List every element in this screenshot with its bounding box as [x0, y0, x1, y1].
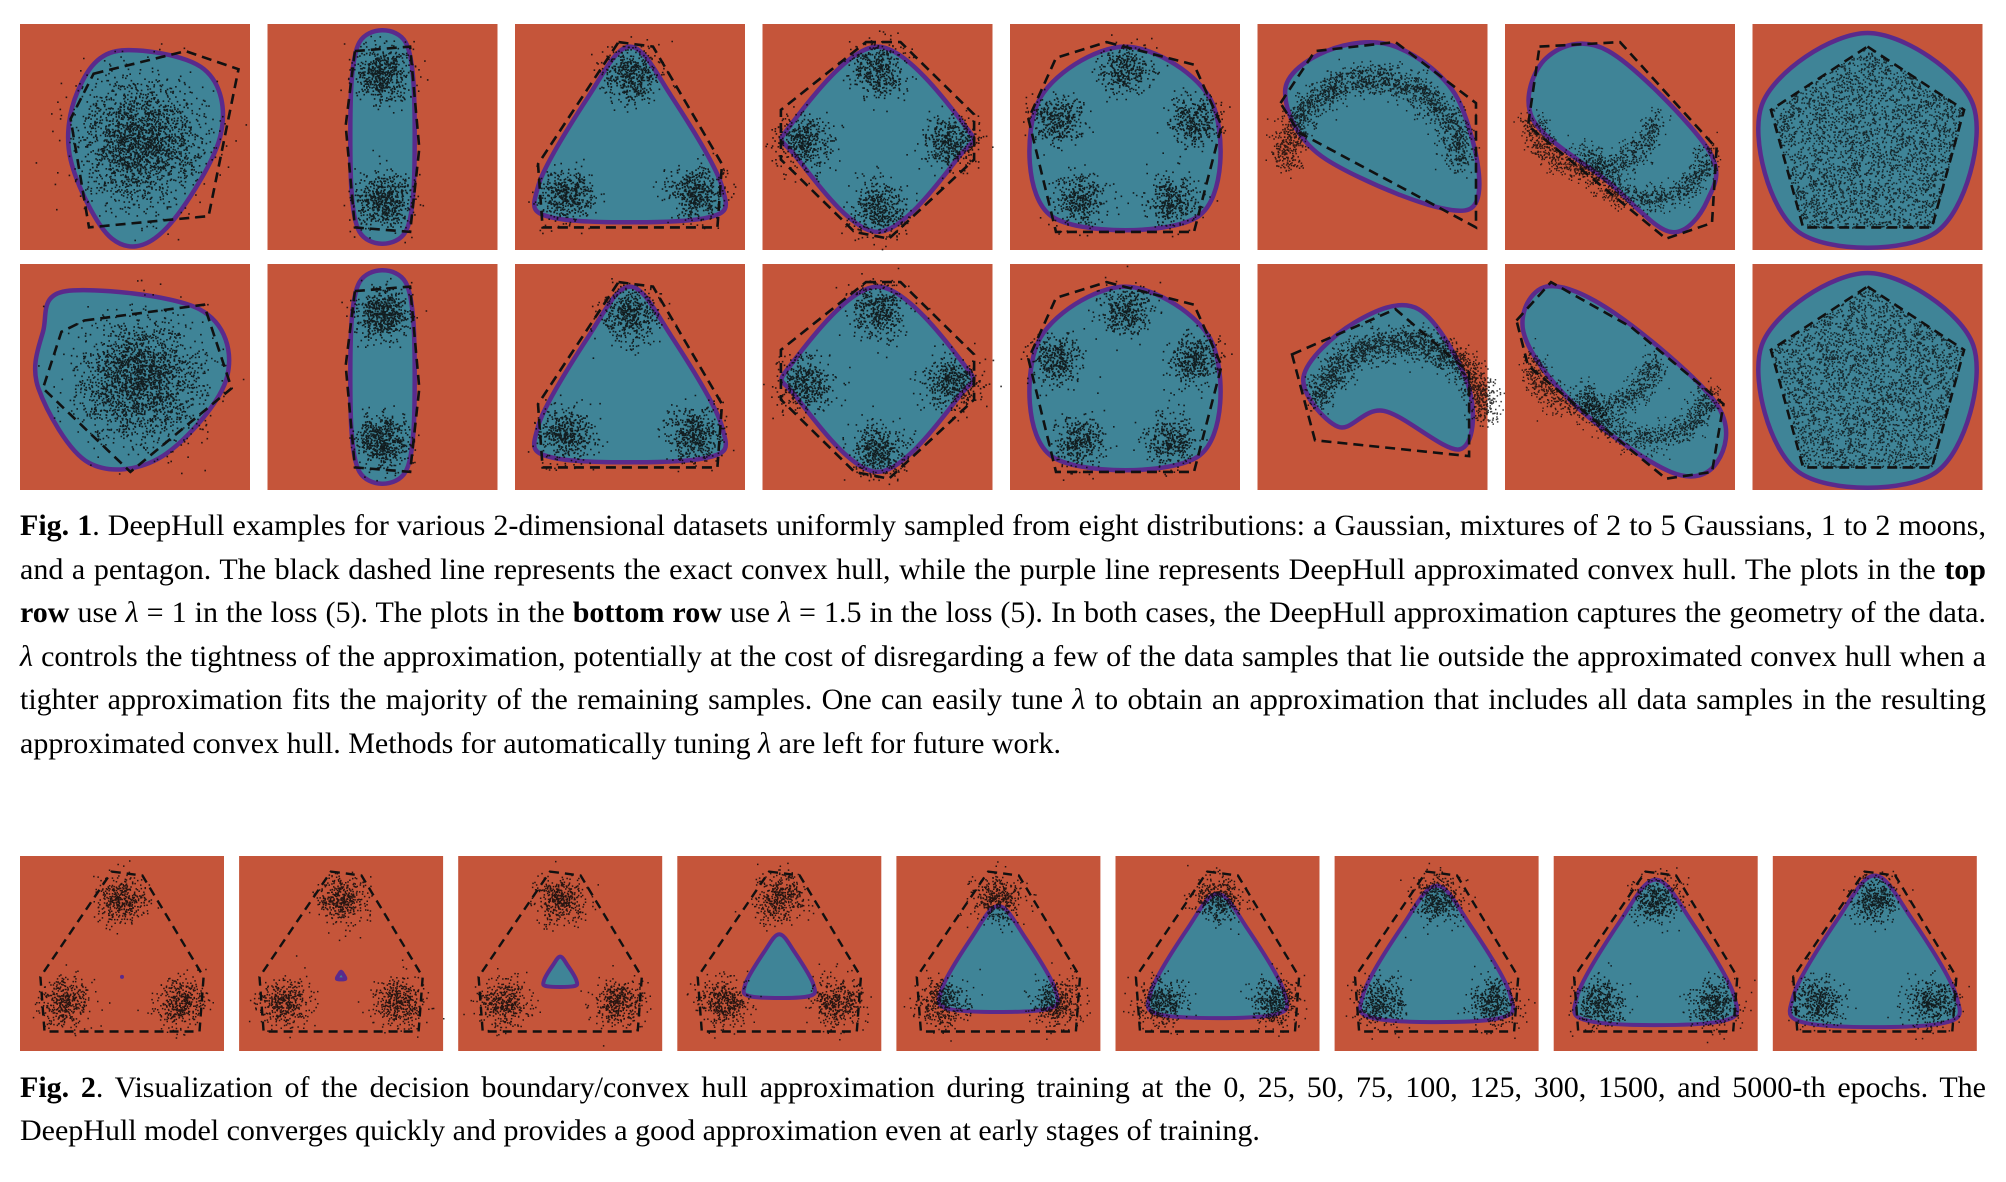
fig1-panel-top-moons-2 — [1505, 24, 1735, 250]
caption-label: Fig. 1 — [20, 509, 93, 542]
fig1-panel-bottom-gaussian — [20, 264, 250, 490]
fig2-panel-epoch-1500 — [1554, 856, 1758, 1051]
fig1-panel-top-mixture-5 — [1010, 24, 1240, 250]
figure-1-grid — [0, 0, 2006, 490]
panel-background — [677, 856, 881, 1051]
deephull-approximation — [1574, 880, 1737, 1026]
panel-background — [1335, 856, 1539, 1051]
fig1-panel-bottom-moons-2 — [1505, 264, 1735, 490]
exact-convex-hull — [1136, 872, 1299, 1032]
fig2-panel-epoch-125 — [1116, 856, 1320, 1051]
exact-convex-hull — [917, 872, 1080, 1032]
data-points — [249, 955, 319, 1038]
fig1-panel-top-moon-1 — [1258, 24, 1488, 250]
exact-convex-hull — [479, 872, 642, 1032]
data-points — [1024, 962, 1091, 1040]
data-points — [580, 965, 651, 1047]
panel-background — [458, 856, 662, 1051]
panel-background — [896, 856, 1100, 1051]
lambda-symbol: λ — [20, 639, 33, 673]
panel-background — [1773, 856, 1977, 1051]
fig1-panel-bottom-mixture-3 — [515, 264, 745, 490]
lambda-symbol: λ — [1072, 683, 1086, 716]
fig2-panel-epoch-75 — [677, 856, 881, 1051]
data-points — [1123, 970, 1197, 1035]
data-points — [960, 861, 1037, 933]
exact-convex-hull — [260, 872, 423, 1032]
panel-background — [20, 856, 224, 1051]
fig2-panel-epoch-50 — [458, 856, 662, 1051]
deephull-approximation — [1360, 886, 1513, 1022]
exact-convex-hull — [1355, 872, 1518, 1032]
data-points — [1843, 871, 1914, 933]
lambda-symbol: λ — [777, 596, 791, 629]
exact-convex-hull — [1793, 872, 1956, 1032]
fig1-panel-top-mixture-3 — [515, 24, 745, 250]
exact-convex-hull — [40, 872, 203, 1032]
data-points — [463, 968, 541, 1036]
deephull-approximation — [337, 972, 346, 980]
lambda-symbol: λ — [125, 596, 139, 629]
exact-convex-hull — [1574, 872, 1737, 1032]
data-points — [805, 963, 872, 1040]
deephull-approximation — [120, 975, 124, 979]
data-points — [309, 872, 373, 942]
deephull-approximation — [744, 934, 815, 998]
fig2-panel-epoch-0 — [20, 856, 224, 1051]
data-points — [33, 964, 111, 1036]
fig1-panel-bottom-mixture-2 — [268, 264, 498, 490]
lambda-symbol: λ — [758, 726, 772, 760]
fig1-panel-bottom-mixture-5 — [1010, 264, 1240, 490]
data-points — [687, 971, 762, 1039]
data-points — [1346, 969, 1412, 1040]
data-points — [137, 969, 214, 1039]
deephull-approximation — [1790, 876, 1960, 1028]
fig1-panel-top-pentagon — [1753, 24, 1983, 250]
fig1-panel-bottom-mixture-4 — [763, 264, 1002, 490]
exact-convex-hull — [698, 872, 861, 1032]
data-points — [1622, 867, 1690, 933]
data-points — [1679, 972, 1755, 1044]
data-points — [1569, 962, 1639, 1037]
deephull-approximation — [1148, 894, 1287, 1018]
data-points — [1788, 958, 1857, 1031]
fig2-panel-epoch-25 — [239, 856, 444, 1051]
deephull-approximation — [939, 906, 1058, 1012]
fig1-panel-top-gaussian — [20, 24, 250, 250]
deephull-approximation — [1029, 47, 1220, 231]
data-points — [530, 861, 599, 932]
data-points — [93, 860, 159, 934]
fig1-panel-bottom-pentagon — [1753, 264, 1983, 490]
fig2-panel-epoch-100 — [896, 856, 1100, 1051]
figure-2-caption: Fig. 2. Visualization of the decision boundary/convex hull approximation during training at the 0, 25, 50, 75, 100, 125, 300, 1500, and 5000-th epochs. The DeepHull model converges quickly and provides a good approximation even at early stages of training. — [20, 1071, 1986, 1147]
caption-label: Fig. 2 — [20, 1071, 96, 1104]
data-points — [1184, 865, 1255, 935]
data-points — [1887, 968, 1970, 1040]
data-points — [1457, 960, 1535, 1039]
data-points — [735, 863, 815, 932]
fig1-panel-bottom-moon-1 — [1258, 264, 1508, 490]
fig2-panel-epoch-300 — [1335, 856, 1539, 1051]
fig1-panel-top-mixture-4 — [763, 24, 994, 250]
panel-background — [1116, 856, 1320, 1051]
fig1-panel-top-mixture-2 — [268, 24, 498, 250]
data-points — [1240, 963, 1307, 1037]
figure-1-caption: Fig. 1. DeepHull examples for various 2-dimensional datasets uniformly sampled from eight distributions: a Gaussian, mixtures of 2 to 5 Gaussians, 1 to 2 moons, and a pentagon. The black dashed line represents the exact convex hull, while the purple line represents DeepHull approximated convex hull. The plots in the top row use λ = 1 in the loss (5). The plots in the bottom row use λ = 1.5 in the loss (5). In both cases, the DeepHull approximation captures the geometry of the data. λ controls the tightness of the approximation, potentially at the cost of disregarding a few of the data samples that lie outside the approximated convex hull when a tighter approximation fits the majority of the remaining samples. One can easily tune λ to obtain an approximation that includes all data samples in the resulting approximated convex hull. Methods for automatically tuning λ are left for future work. — [20, 509, 1986, 760]
data-points — [358, 960, 445, 1038]
data-points — [1400, 863, 1476, 939]
data-points — [904, 969, 983, 1042]
deephull-approximation — [543, 957, 577, 987]
panel-background — [1554, 856, 1758, 1051]
panel-background — [239, 856, 443, 1051]
fig2-panel-epoch-5000 — [1773, 856, 1977, 1051]
